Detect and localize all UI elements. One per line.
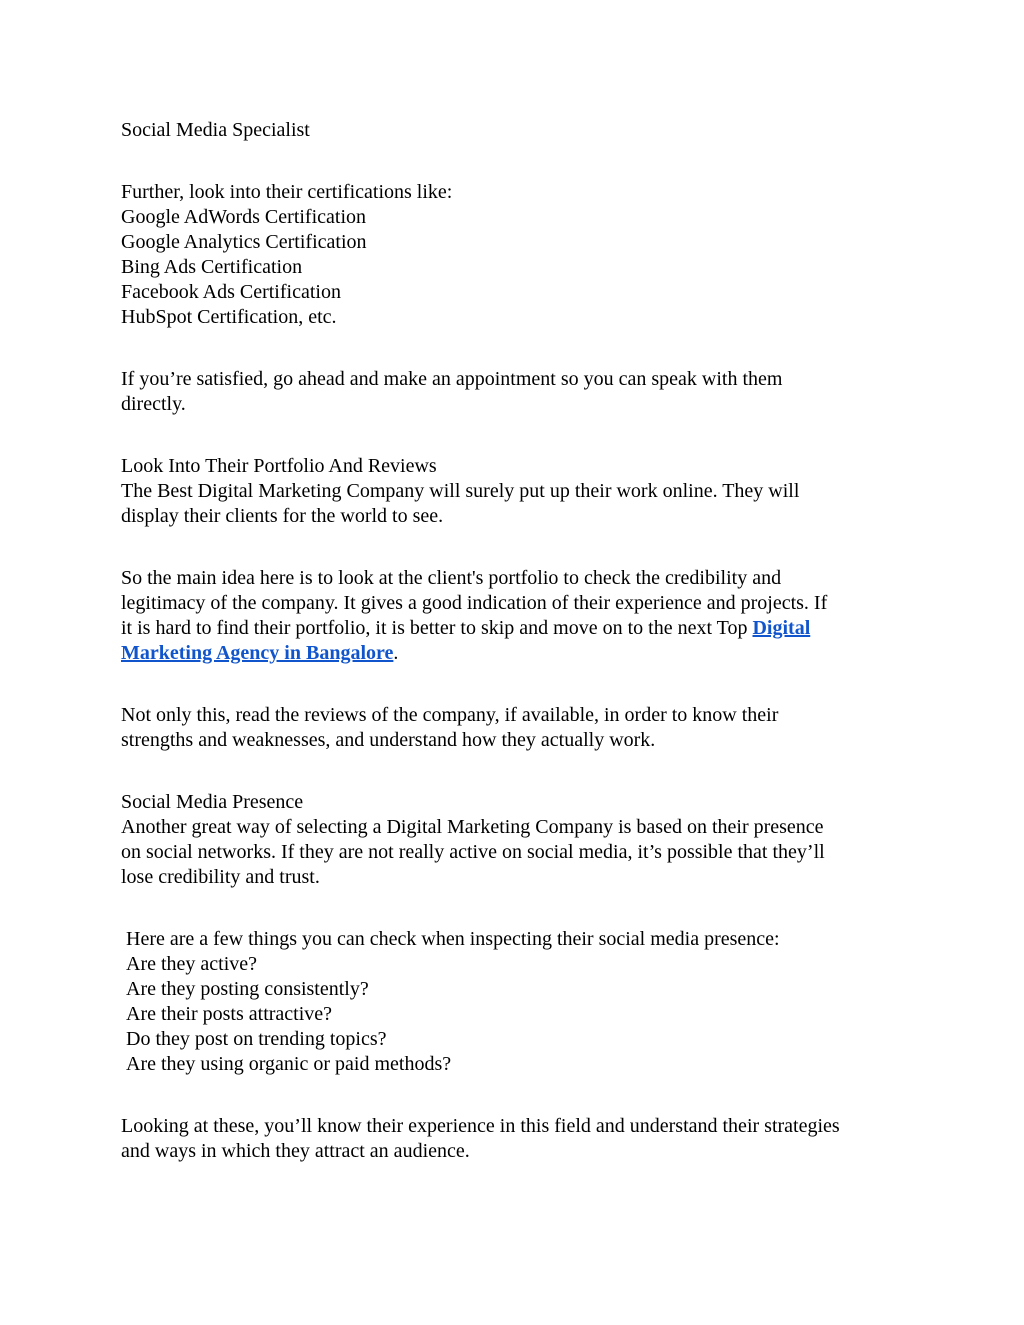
- paragraph-line: lose credibility and trust.: [121, 866, 320, 888]
- reviews-paragraph: [121, 703, 911, 753]
- checklist-item: Are their posts attractive?: [126, 1003, 333, 1025]
- paragraph-line: If you’re satisfied, go ahead and make an appointment so you can speak with them: [121, 368, 783, 390]
- section-heading-portfolio: Look Into Their Portfolio And Reviews: [121, 455, 437, 477]
- paragraph-line: The Best Digital Marketing Company will surely put up their work online. They will: [121, 480, 800, 502]
- paragraph-line: Looking at these, you’ll know their experience in this field and understand their strategies: [121, 1115, 840, 1137]
- section-heading-social-presence: Social Media Presence: [121, 791, 304, 813]
- paragraph-line: display their clients for the world to see.: [121, 505, 444, 527]
- paragraph-line: on social networks. If they are not really active on social media, it’s possible that they’ll: [121, 841, 825, 863]
- paragraph-text: .: [393, 642, 399, 664]
- checklist-intro: Here are a few things you can check when inspecting their social media presence:: [126, 928, 780, 950]
- certification-item: Bing Ads Certification: [121, 256, 303, 278]
- checklist-item: Are they posting consistently?: [126, 978, 369, 1000]
- appointment-paragraph: [121, 367, 911, 417]
- paragraph-line: [121, 641, 911, 666]
- portfolio-paragraph: [121, 454, 911, 529]
- paragraph-line: directly.: [121, 393, 186, 415]
- social-presence-paragraph: [121, 790, 911, 890]
- paragraph-line: strengths and weaknesses, and understand how they actually work.: [121, 729, 656, 751]
- paragraph-line: Not only this, read the reviews of the company, if available, in order to know their: [121, 704, 779, 726]
- document-page: [121, 118, 911, 1164]
- checklist-item: Are they using organic or paid methods?: [126, 1053, 452, 1075]
- main-idea-paragraph: [121, 566, 911, 666]
- paragraph-line: legitimacy of the company. It gives a good indication of their experience and projects. If: [121, 592, 828, 614]
- certification-item: Google AdWords Certification: [121, 206, 367, 228]
- conclusion-paragraph: [121, 1114, 911, 1164]
- checklist-item: Are they active?: [126, 953, 258, 975]
- certifications-paragraph: [121, 180, 911, 330]
- paragraph-line: and ways in which they attract an audience.: [121, 1140, 470, 1162]
- digital-marketing-agency-link-continued[interactable]: Marketing Agency in Bangalore: [121, 642, 394, 664]
- certification-item: HubSpot Certification, etc.: [121, 306, 337, 328]
- section-heading-social-media-specialist: Social Media Specialist: [121, 119, 310, 141]
- paragraph-text: it is hard to find their portfolio, it is better to skip and move on to the next Top: [121, 617, 753, 639]
- paragraph-line: Another great way of selecting a Digital Marketing Company is based on their presence: [121, 816, 824, 838]
- digital-marketing-agency-link[interactable]: Digital: [752, 617, 811, 639]
- certification-item: Facebook Ads Certification: [121, 281, 341, 303]
- certifications-intro: Further, look into their certifications like:: [121, 181, 453, 203]
- paragraph-line: So the main idea here is to look at the client's portfolio to check the credibility and: [121, 567, 782, 589]
- certification-item: Google Analytics Certification: [121, 231, 367, 253]
- paragraph-line: [121, 616, 911, 641]
- checklist-paragraph: [121, 927, 911, 1077]
- checklist-item: Do they post on trending topics?: [126, 1028, 387, 1050]
